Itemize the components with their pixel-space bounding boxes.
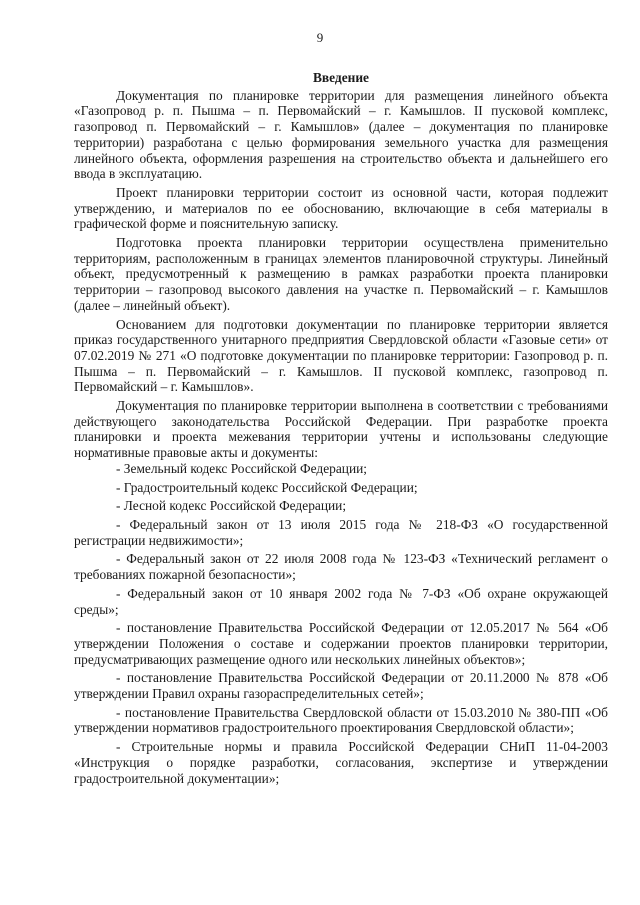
list-item-law-7: - Федеральный закон от 10 января 2002 года № 7-ФЗ «Об охране окружающей среды»; xyxy=(74,585,608,617)
list-item-decree-878: - постановление Правительства Российской Федерации от 20.11.2000 № 878 «Об утверждении Правил охраны газораспределительных сетей»; xyxy=(74,670,608,702)
page-number: 9 xyxy=(316,30,324,45)
paragraph-basis: Основанием для подготовки документации по планировке территории является приказ государственного унитарного предприятия Свердловской области «Газовые сети» от 07.02.2019 № 271 «О подготовке документации по планировке территории: Газопровод р. п. Пышма – п. Первомайский – г. Камышлов. II пусковой комплекс, газопровод п. Первомайский – г. Камышлов». xyxy=(74,316,608,395)
list-item-decree-564: - постановление Правительства Российской Федерации от 12.05.2017 № 564 «Об утверждении Положения о составе и содержании проектов планировки территории, предусматривающих размещение одного или нескольких линейных объектов»; xyxy=(74,620,608,667)
list-item-law-123: - Федеральный закон от 22 июля 2008 года № 123-ФЗ «Технический регламент о требованиях пожарной безопасности»; xyxy=(74,551,608,583)
list-item-snip: - Строительные нормы и правила Российской Федерации СНиП 11-04-2003 «Инструкция о порядке разработки, согласования, экспертизе и утверждении градостроительной документации»; xyxy=(74,739,608,786)
paragraph-structure: Проект планировки территории состоит из основной части, которая подлежит утверждению, и материалов по ее обоснованию, включающие в себя материалы в графической форме и пояснительную записку. xyxy=(74,184,608,232)
paragraph-preparation: Подготовка проекта планировки территории осуществлена применительно территориям, расположенным в границах элементов планировочной структуры. Линейный объект, предусмотренный к размещению в рамках разработки проекта планировки территории – газопровод высокого давления на участке п. Первомайский – г. Камышлов (далее – линейный объект). xyxy=(74,235,608,313)
list-item-decree-380: - постановление Правительства Свердловской области от 15.03.2010 № 380-ПП «Об утверждении нормативов градостроительного проектирования Свердловской области»; xyxy=(74,704,608,736)
list-item-land-code: - Земельный кодекс Российской Федерации; xyxy=(116,460,367,476)
paragraph-intro: Документация по планировке территории для размещения линейного объекта «Газопровод р. п. Пышма – п. Первомайский – г. Камышлов. II пусковой комплекс, газопровод п. Первомайский – г. Камышлов» (далее – документация по планировке территории) разработана с целью формирования земельного участка для размещения линейного объекта, оформления разрешения на строительство объекта и дальнейшего его ввода в эксплуатацию. xyxy=(74,87,608,182)
list-item-forest-code: - Лесной кодекс Российской Федерации; xyxy=(116,498,347,514)
document-body xyxy=(74,70,608,789)
paragraph-legislation: Документация по планировке территории выполнена в соответствии с требованиями действующего законодательства Российской Федерации. При разработке проекта планировки и проекта межевания территории учтены и использованы следующие нормативные правовые акты и документы: xyxy=(74,398,608,461)
list-item-urban-code: - Градостроительный кодекс Российской Федерации; xyxy=(116,479,418,495)
list-item-law-218: - Федеральный закон от 13 июля 2015 года № 218-ФЗ «О государственной регистрации недвижимости»; xyxy=(74,516,608,548)
section-heading: Введение xyxy=(312,70,370,85)
